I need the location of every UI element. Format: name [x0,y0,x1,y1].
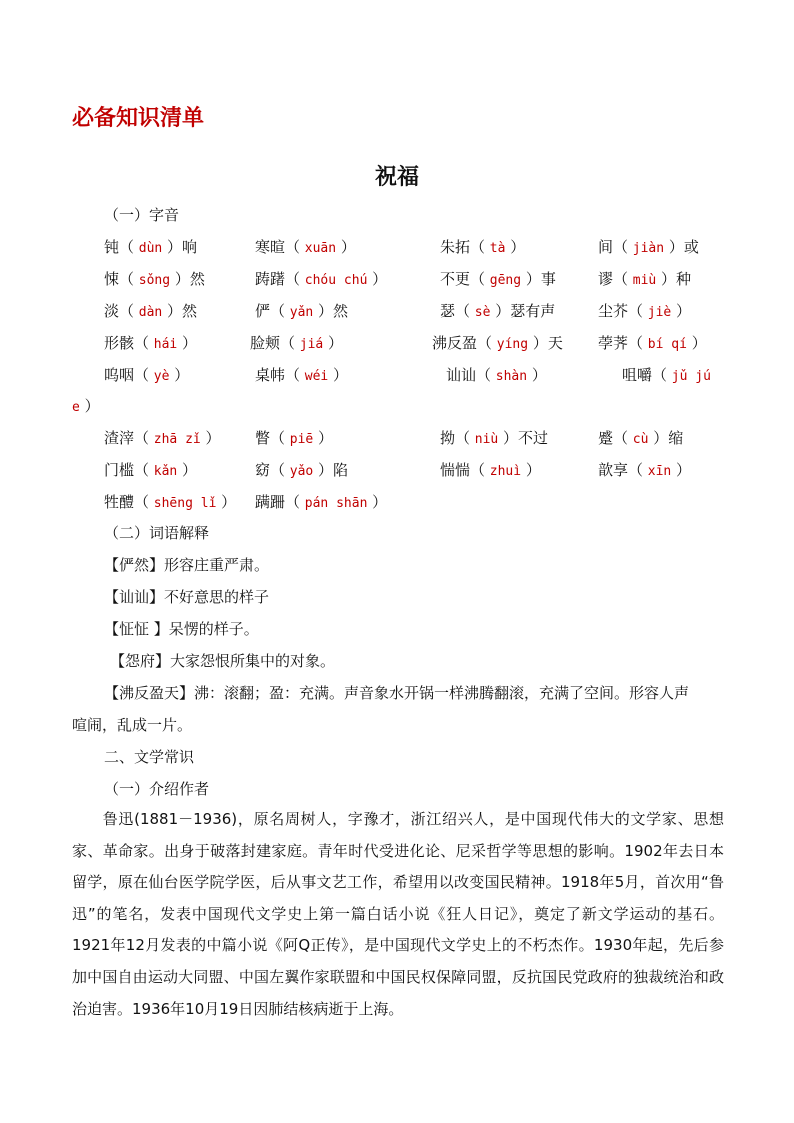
pinyin-entry [104,492,236,514]
section-heading-vocabulary: （二）词语解释 [104,524,210,542]
pinyin-entry [440,269,556,291]
pinyin-reading: piē [289,432,314,447]
pinyin-suffix: ） [505,238,526,256]
pinyin-word: 淡（ [104,302,139,320]
pinyin-suffix: ）然 [170,270,205,288]
pinyin-suffix: ） [169,366,190,384]
pinyin-word: 蹙（ [598,429,633,447]
pinyin-suffix: ）种 [656,270,692,288]
pinyin-suffix: ） [521,461,541,479]
pinyin-reading: cù [632,432,649,447]
pinyin-entry [255,460,348,482]
pinyin-suffix: ） [671,302,692,320]
pinyin-reading: yǎo [289,464,314,479]
pinyin-word: 钝（ [104,238,139,256]
pinyin-reading: e [72,400,80,415]
pinyin-reading: bí qí [647,337,687,352]
pinyin-entry [440,460,541,482]
pinyin-reading: niù [474,432,499,447]
author-paragraph [72,804,724,1025]
pinyin-word: 拗（ [440,429,475,447]
pinyin-reading: sǒng [138,273,171,288]
pinyin-entry [598,333,707,355]
pinyin-suffix: ）缩 [648,429,684,447]
pinyin-word: 不更（ [440,270,490,288]
pinyin-entry-wrap [72,396,100,418]
pinyin-entry [104,237,197,259]
pinyin-word: 窈（ [255,461,290,479]
pinyin-suffix: ）或 [664,238,699,256]
pinyin-suffix: ）瑟有声 [490,302,556,320]
pinyin-word: 间（ [598,238,633,256]
pinyin-suffix: ） [79,397,100,415]
pinyin-word: 瞥（ [255,429,290,447]
pinyin-suffix: ） [200,429,221,447]
pinyin-word: 踌躇（ [255,270,305,288]
pinyin-reading: xīn [647,464,672,479]
pinyin-word: 歆享（ [598,461,648,479]
pinyin-word: 荸荠（ [598,334,648,352]
pinyin-word: 俨（ [255,302,290,320]
pinyin-reading: miù [632,273,657,288]
definition-item: 【怔怔 】呆愣的样子。 [104,620,259,638]
pinyin-word: 尘芥（ [598,302,648,320]
pinyin-word: 呜咽（ [104,366,154,384]
pinyin-reading: dàn [138,305,163,320]
pinyin-entry [446,365,547,387]
pinyin-entry [598,460,691,482]
pinyin-suffix: ）天 [528,334,563,352]
author-paragraph-text: 鲁迅(1881－1936)，原名周树人，字豫才，浙江绍兴人，是中国现代伟大的文学家、思想家、革命家。出身于破落封建家庭。青年时代受进化论、尼采哲学等思想的影响。1902年去日本留学，原在仙台医学院学医，后从事文艺工作，希望用以改变国民精神。1918年5月，首次用“鲁迅”的笔名，发表中国现代文学史上第一篇白话小说《狂人日记》，奠定了新文学运动的基石。1921年12月发表的中篇小说《阿Q正传》，是中国现代文学史上的不朽杰作。1930年起，先后参加中国自由运动大同盟、中国左翼作家联盟和中国民权保障同盟，反抗国民党政府的独裁统治和政治迫害。1936年10月19日因肺结核病逝于上海。 [72,810,724,1018]
pinyin-entry [104,301,197,323]
pinyin-entry [255,365,348,387]
pinyin-entry [250,333,343,355]
definition-item-continued: 喧闹，乱成一片。 [72,716,193,734]
pinyin-word: 瑟（ [440,302,475,320]
pinyin-reading: pán shān [304,496,368,511]
pinyin-reading: yǎn [289,305,314,320]
pinyin-entry [622,365,711,387]
pinyin-word: 渣滓（ [104,429,154,447]
pinyin-reading: shēng lǐ [153,496,217,511]
pinyin-reading: yè [153,369,170,384]
pinyin-word: 脸颊（ [250,334,300,352]
pinyin-entry [255,428,333,450]
pinyin-word: 蹒跚（ [255,493,305,511]
pinyin-entry [104,460,197,482]
pinyin-entry [598,301,691,323]
pinyin-word: 悚（ [104,270,139,288]
pinyin-reading: jiàn [632,241,665,256]
pinyin-reading: yíng [496,337,529,352]
definition-item: 【沸反盈天】沸：滚翻；盈：充满。声音象水开锅一样沸腾翻滚，充满了空间。形容人声 [104,684,690,702]
subsection-heading-author: （一）介绍作者 [104,780,210,798]
pinyin-entry [440,237,525,259]
pinyin-word: 寒暄（ [255,238,305,256]
pinyin-entry [255,301,348,323]
pinyin-reading: xuān [304,241,337,256]
pinyin-reading: zhuì [489,464,522,479]
pinyin-word: 咀嚼（ [622,366,672,384]
pinyin-entry [598,237,699,259]
pinyin-reading: shàn [495,369,528,384]
pinyin-suffix: ） [367,493,388,511]
pinyin-reading: chóu chú [304,273,368,288]
pinyin-suffix: ） [177,334,198,352]
pinyin-suffix: ） [367,270,388,288]
pinyin-entry [598,269,691,291]
pinyin-entry [440,301,555,323]
pinyin-reading: jiá [299,337,324,352]
pinyin-entry [440,428,548,450]
pinyin-reading: jiè [647,305,672,320]
pinyin-suffix: ）事 [521,270,556,288]
pinyin-suffix: ）不过 [498,429,549,447]
pinyin-word: 谬（ [598,270,633,288]
section-heading-pronunciation: （一）字音 [104,206,180,224]
pinyin-suffix: ）陷 [313,461,349,479]
pinyin-word: 朱拓（ [440,238,490,256]
pinyin-entry [255,492,387,514]
pinyin-suffix: ） [323,334,344,352]
pinyin-entry [432,333,563,355]
definition-item: 【讪讪】不好意思的样子 [104,588,270,606]
pinyin-entry [255,237,356,259]
pinyin-entry [104,269,205,291]
pinyin-word: 牲醴（ [104,493,154,511]
pinyin-entry [104,428,221,450]
pinyin-word: 桌帏（ [255,366,305,384]
pinyin-reading: jǔ jú [671,369,711,384]
pinyin-suffix: ） [336,238,356,256]
pinyin-suffix: ） [686,334,707,352]
pinyin-suffix: ）然 [162,302,198,320]
pinyin-word: 沸反盈（ [432,334,497,352]
pinyin-reading: gēng [489,273,522,288]
pinyin-word: 形骸（ [104,334,154,352]
pinyin-suffix: ） [671,461,692,479]
pinyin-reading: sè [474,305,491,320]
pinyin-word: 惴惴（ [440,461,490,479]
pinyin-reading: kǎn [153,464,178,479]
pinyin-word: 门槛（ [104,461,154,479]
pinyin-reading: zhā zǐ [153,432,201,447]
pinyin-entry [598,428,683,450]
pinyin-entry [255,269,387,291]
pinyin-suffix: ） [177,461,198,479]
pinyin-suffix: ） [216,493,237,511]
pinyin-entry [104,365,189,387]
pinyin-entry [104,333,197,355]
definition-item: 【俨然】形容庄重严肃。 [104,556,270,574]
definition-item: 【怨府】大家怨恨所集中的对象。 [110,652,336,670]
pinyin-suffix: ）然 [313,302,349,320]
section-banner: 必备知识清单 [72,106,205,131]
pinyin-suffix: ） [527,366,547,384]
pinyin-suffix: ）响 [162,238,198,256]
pinyin-suffix: ） [328,366,349,384]
pinyin-reading: dùn [138,241,163,256]
pinyin-word: 讪讪（ [446,366,496,384]
pinyin-reading: hái [153,337,178,352]
pinyin-reading: tà [489,241,506,256]
pinyin-suffix: ） [313,429,334,447]
section-heading-literature: 二、文学常识 [104,748,195,766]
pinyin-reading: wéi [304,369,329,384]
page-title: 祝福 [374,165,419,190]
